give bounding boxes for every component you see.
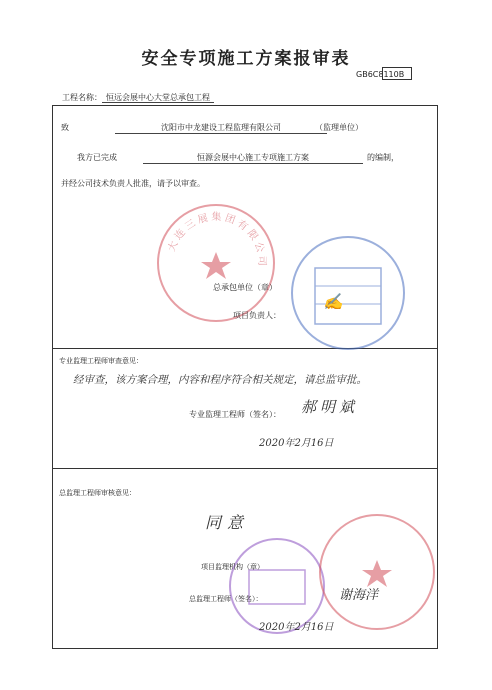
engineer-review-date: 2020年2月16日	[259, 438, 334, 449]
chief-review-heading: 总监理工程师审核意见：	[59, 489, 136, 497]
registration-seal	[291, 236, 405, 350]
engineer-review-heading: 专业监理工程师审查意见：	[59, 357, 143, 365]
contractor-label: 总承包单位（章）	[213, 283, 277, 292]
svg-text:大连三展集团有限公司: 大连三展集团有限公司	[166, 211, 268, 269]
chief-opinion: 同意	[205, 513, 250, 532]
form-number-box	[382, 67, 412, 80]
contractor-seal	[157, 204, 275, 322]
chief-review-date: 2020年2月16日	[259, 622, 334, 633]
form-code: GB6C8110B	[356, 70, 405, 79]
project-name-row	[62, 92, 214, 103]
supervisor-seal-graphic	[321, 516, 433, 628]
form-title: 安全专项施工方案报审表	[141, 49, 351, 69]
project-name-label: 工程名称：	[62, 93, 102, 102]
project-manager-label: 项目负责人：	[233, 311, 281, 320]
engineer-sign-label: 专业监理工程师（签名）：	[189, 410, 281, 419]
engineer-opinion: 经审查，该方案合理，内容和程序符合相关规定，请总监审批。	[73, 374, 367, 386]
chief-signature: 谢海洋	[339, 588, 379, 603]
section-divider	[53, 348, 437, 349]
contractor-seal-graphic	[159, 206, 273, 320]
supervisor-suffix: （监理单位）	[315, 123, 363, 132]
supervisor-seal	[319, 514, 435, 630]
supervisor-company: 沈阳市中龙建设工程监理有限公司	[115, 122, 327, 134]
completed-prefix: 我方已完成	[77, 153, 117, 162]
chief-sign-label: 总监理工程师（签名）：	[189, 595, 263, 603]
compiled-suffix: 的编制，	[367, 153, 399, 162]
project-manager-signature: ✍	[323, 292, 343, 311]
approval-request: 并经公司技术负责人批准，请予以审查。	[61, 179, 205, 188]
registration-seal-graphic	[293, 238, 403, 348]
section-divider	[53, 468, 437, 469]
supervision-dept-label: 项目监理机构（章）	[201, 563, 264, 571]
engineer-signature: 郝明斌	[301, 398, 359, 416]
form-table	[52, 105, 438, 649]
to-prefix: 致	[61, 123, 69, 132]
project-name-value: 恒远会展中心大堂总承包工程	[102, 93, 214, 103]
plan-name: 恒源会展中心施工专项施工方案	[143, 152, 363, 164]
